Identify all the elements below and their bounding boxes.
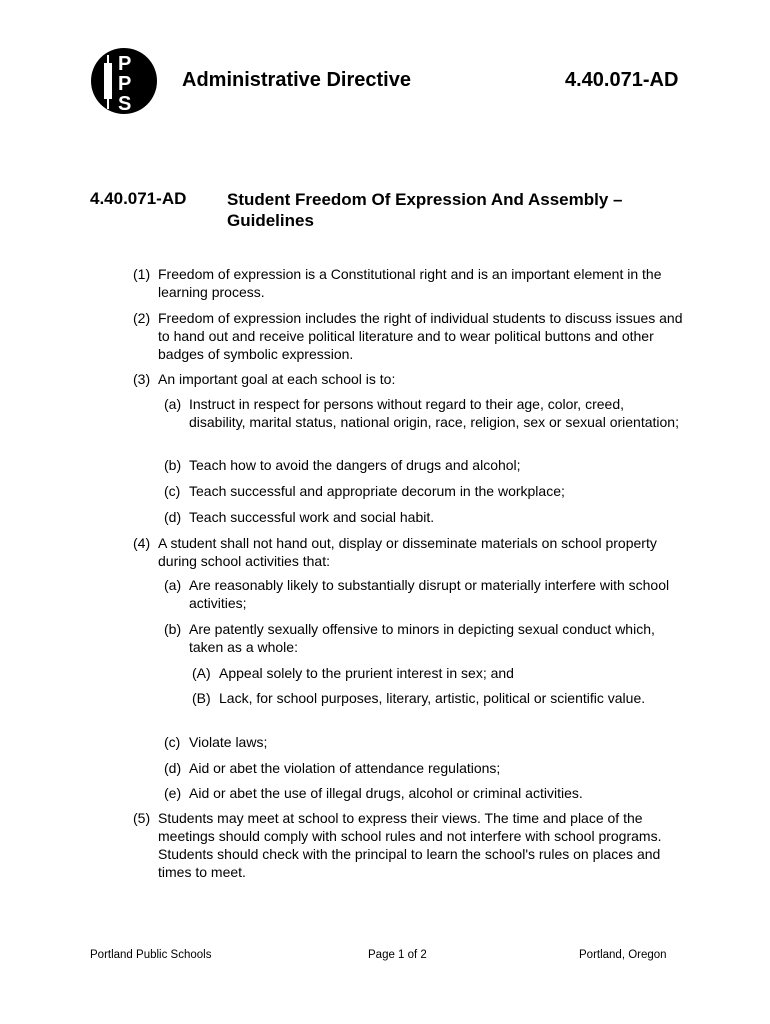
item-number: (e) bbox=[164, 785, 182, 801]
item-number: (b) bbox=[164, 457, 182, 473]
item-number: (3) bbox=[133, 371, 151, 387]
svg-text:P: P bbox=[118, 53, 132, 75]
list-item-4c bbox=[164, 733, 684, 751]
item-text: Appeal solely to the prurient interest in sex; and bbox=[219, 665, 514, 681]
item-number: (4) bbox=[133, 535, 151, 551]
footer-location: Portland, Oregon bbox=[579, 949, 667, 961]
list-item-4a bbox=[164, 576, 684, 612]
list-item-4 bbox=[133, 534, 693, 570]
item-number: (d) bbox=[164, 760, 182, 776]
list-item-5 bbox=[133, 809, 693, 881]
item-number: (c) bbox=[164, 483, 181, 499]
document-code: 4.40.071-AD bbox=[90, 189, 187, 208]
item-text: Teach successful and appropriate decorum in the workplace; bbox=[189, 483, 565, 499]
item-text: An important goal at each school is to: bbox=[158, 371, 396, 387]
item-number: (1) bbox=[133, 266, 151, 282]
item-text: Instruct in respect for persons without regard to their age, color, creed, disability, marital status, national origin, race, religion, sex or sexual orientation; bbox=[189, 396, 679, 430]
item-text: Teach how to avoid the dangers of drugs and alcohol; bbox=[189, 457, 521, 473]
list-item-4b bbox=[164, 620, 684, 656]
list-item-3b bbox=[164, 456, 684, 474]
list-item-4bA bbox=[192, 664, 662, 682]
list-item-4d bbox=[164, 759, 684, 777]
list-item-4bB bbox=[192, 689, 662, 707]
item-text: Lack, for school purposes, literary, artistic, political or scientific value. bbox=[219, 690, 646, 706]
item-number: (A) bbox=[192, 665, 211, 681]
item-number: (B) bbox=[192, 690, 211, 706]
item-text: Freedom of expression includes the right of individual students to discuss issues and to hand out and receive political literature and to wear political buttons and other badges of symbolic expression. bbox=[158, 310, 683, 362]
item-text: Freedom of expression is a Constitutional right and is an important element in the learning process. bbox=[158, 266, 662, 300]
item-number: (a) bbox=[164, 577, 182, 593]
list-item-3c bbox=[164, 482, 684, 500]
item-text: A student shall not hand out, display or disseminate materials on school property during school activities that: bbox=[158, 535, 657, 569]
item-number: (2) bbox=[133, 310, 151, 326]
item-text: Teach successful work and social habit. bbox=[189, 509, 435, 525]
item-number: (c) bbox=[164, 734, 181, 750]
list-item-3d bbox=[164, 508, 684, 526]
pps-logo bbox=[90, 47, 158, 115]
svg-text:S: S bbox=[118, 93, 132, 115]
footer-organization: Portland Public Schools bbox=[90, 949, 212, 961]
item-text: Are patently sexually offensive to minors in depicting sexual conduct which, taken as a whole: bbox=[189, 621, 655, 655]
item-text: Students may meet at school to express their views. The time and place of the meetings should comply with school rules and not interfere with school programs. Students should check with the principal to learn the school's rules on places and times to meet. bbox=[158, 810, 662, 880]
item-number: (b) bbox=[164, 621, 182, 637]
item-number: (a) bbox=[164, 396, 182, 412]
item-text: Aid or abet the violation of attendance regulations; bbox=[189, 760, 501, 776]
svg-text:P: P bbox=[118, 73, 132, 95]
item-text: Violate laws; bbox=[189, 734, 268, 750]
list-item-4e bbox=[164, 784, 684, 802]
header-title: Administrative Directive bbox=[182, 69, 411, 91]
header-code: 4.40.071-AD bbox=[565, 69, 679, 91]
document-title: Student Freedom Of Expression And Assembly – Guidelines bbox=[227, 190, 623, 230]
item-text: Aid or abet the use of illegal drugs, alcohol or criminal activities. bbox=[189, 785, 583, 801]
item-number: (d) bbox=[164, 509, 182, 525]
footer-page-number: Page 1 of 2 bbox=[368, 949, 427, 961]
item-number: (5) bbox=[133, 810, 151, 826]
item-text: Are reasonably likely to substantially disrupt or materially interfere with school activities; bbox=[189, 577, 670, 611]
list-item-3a bbox=[164, 395, 684, 431]
list-item-2 bbox=[133, 309, 693, 363]
list-item-1 bbox=[133, 265, 693, 301]
list-item-3 bbox=[133, 370, 693, 388]
